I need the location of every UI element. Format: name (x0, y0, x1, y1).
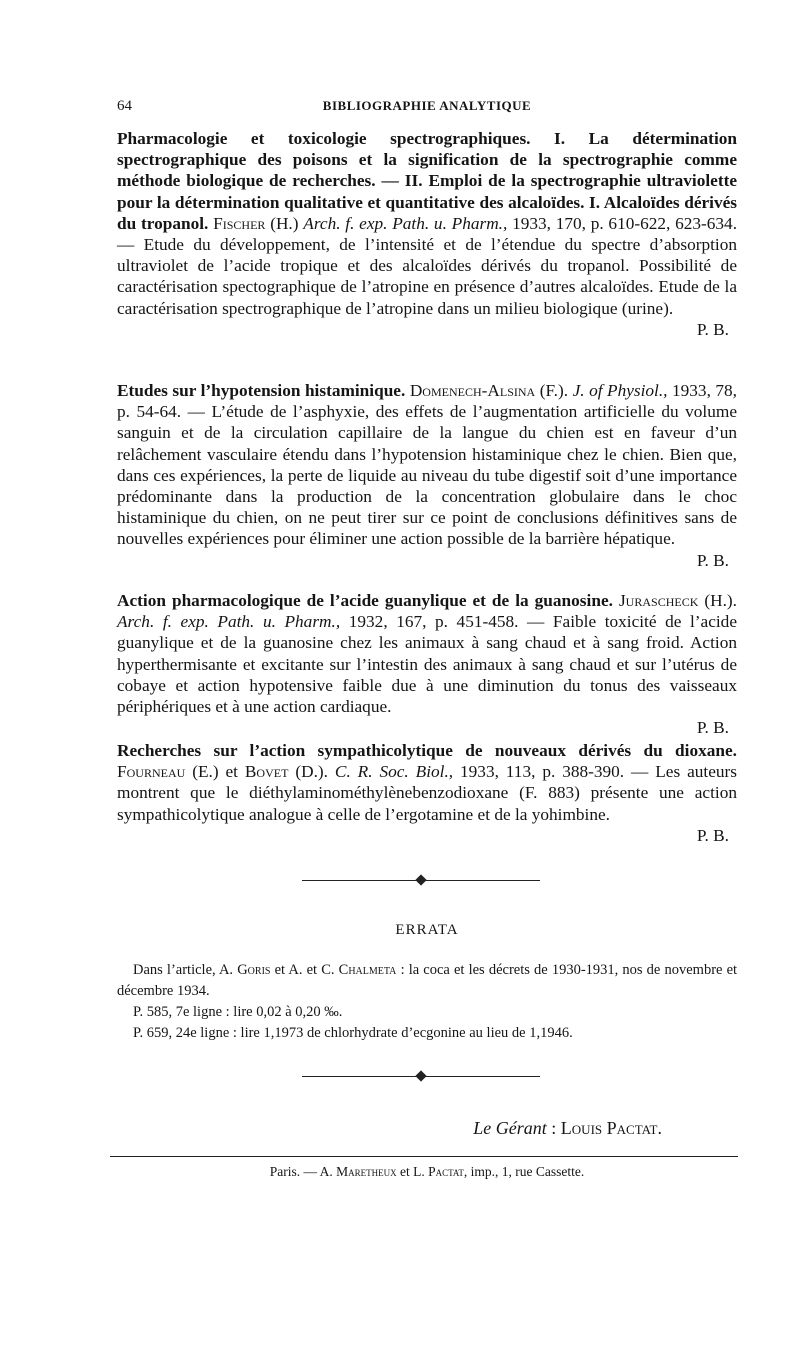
article-journal: Arch. f. exp. Path. u. Pharm., (117, 612, 341, 632)
article-author-second: Bovet (244, 762, 289, 782)
gerant-separator: : (546, 1118, 561, 1138)
printer-imprint (117, 1164, 737, 1180)
gerant-name: Louis Pactat. (560, 1118, 662, 1138)
errata-text: Dans l’article, A. (133, 962, 234, 978)
errata-section (117, 960, 737, 1044)
page-header (117, 98, 737, 120)
gerant-label: Le Gérant (473, 1118, 547, 1138)
article-author: Domenech-Alsina (409, 381, 536, 400)
article-author-initials: (E.) et (192, 762, 238, 782)
article-author: Fourneau (117, 762, 186, 782)
running-title: BIBLIOGRAPHIE ANALYTIQUE (322, 98, 532, 113)
divider-ornament (415, 1070, 426, 1081)
article-citation: 1933, 170, p. 610-622, 623-634. — (117, 213, 738, 255)
gerant-signature (117, 1118, 662, 1139)
article-author-initials: (F.). (539, 381, 569, 400)
article-citation: 1933, 113, p. 388-390. — (460, 762, 649, 782)
article-signature: P. B. (696, 319, 729, 339)
article-journal: Arch. f. exp. Path. u. Pharm., (303, 213, 508, 233)
errata-author: Chalmeta (338, 962, 397, 978)
errata-text: et A. et C. (274, 962, 335, 978)
errata-heading: ERRATA (395, 922, 459, 938)
article-title: Pharmacologie et toxicologie spectrographiques. I. La détermination spectrographique des poisons et la signification de la spectrographie comme méthode biologique de recherches. — II. Emploi de la spectrographie ultraviolette pour la détermination qualitative et quantitative des alcaloïdes. I. Alcaloïdes dérivés du tropanol. (117, 129, 737, 233)
article-entry (117, 740, 737, 846)
divider-ornament (415, 874, 426, 885)
article-journal: C. R. Soc. Biol., (334, 762, 454, 782)
article-author-initials: (H.). (704, 591, 738, 610)
article-signature: P. B. (696, 718, 729, 738)
article-title: Action pharmacologique de l’acide guanylique et de la guanosine. (117, 591, 613, 610)
article-entry (117, 590, 737, 738)
imprint-name: Pactat, (428, 1164, 468, 1179)
imprint-text: imp., 1, rue Cassette. (470, 1164, 585, 1179)
imprint-text: Paris. — A. (269, 1164, 333, 1179)
article-signature: P. B. (696, 550, 729, 570)
errata-entry (117, 960, 737, 1002)
article-entry (117, 128, 737, 340)
article-journal: J. of Physiol., (572, 381, 668, 400)
article-citation: 1933, 78, p. 54-64. — (117, 381, 737, 422)
imprint-text: et L. (399, 1164, 425, 1179)
errata-author: Goris (237, 962, 271, 978)
article-title: Etudes sur l’hypotension histaminique. (117, 381, 406, 400)
article-signature: P. B. (696, 825, 729, 845)
article-summary: L’étude de l’asphyxie, des effets de l’augmentation artificielle du volume sanguin et de la circulation capillaire de la langue du chien est en faveur d’un relâchement vasculaire étendu dans l’hypotension histaminique chez le chien. Bien que, dans ces expériences, la perte de liquide au niveau du tube digestif soit d’une importance prédominante dans la production de la concentration globulaire dans le choc histaminique du chien, on ne peut tirer sur ce point de conclusions définitives sans de nouvelles expériences pour éliminer une action possible de la barrière hépatique. (117, 402, 737, 549)
article-summary: Les auteurs montrent que le diéthylaminométhylènebenzodioxane (F. 883) présente une action sympathicolytique analogue à celle de l’ergotamine et de la yohimbine. (117, 762, 737, 824)
article-summary: Etude du développement, de l’intensité et de l’étendue du spectre d’absorption ultraviolet de l’acide tropique et des alcaloïdes dérivés du tropanol. Possibilité de caractérisation spectographique de l’atropine en présence d’autres alcaloïdes. Etude de la caractérisation spectrographique de l’atropine dans un milieu biologique (urine). (117, 235, 737, 318)
imprint-name: Maretheux (336, 1164, 397, 1179)
article-title: Recherches sur l’action sympathicolytique de nouveaux dérivés du dioxane. (117, 741, 737, 760)
article-author-initials: (H.) (270, 213, 299, 233)
article-summary: Faible toxicité de l’acide guanylique et de la guanosine chez les animaux à sang chaud et à sang froid. Action hyperthermisante et excitante sur l’intestin des animaux à sang chaud et sur l’utérus de cobaye et action hypotensive faible due à une diminution du tonus des vaisseaux périphériques et à une action cardiaque. (117, 612, 737, 717)
article-author: Jurascheck (618, 591, 699, 610)
article-author-second-initials: (D.). (295, 762, 328, 782)
footer-rule (110, 1156, 738, 1157)
page-number: 64 (117, 98, 132, 114)
errata-entry: P. 659, 24e ligne : lire 1,1973 de chlorhydrate d’ecgonine au lieu de 1,1946. (133, 1025, 573, 1041)
errata-entry: P. 585, 7e ligne : lire 0,02 à 0,20 ‰. (133, 1004, 343, 1020)
errata-text: : la coca et les décrets de 1930-1931, nos de novembre et décembre 1934. (117, 962, 738, 999)
article-entry (117, 380, 737, 571)
article-author: Fischer (213, 213, 266, 233)
article-citation: 1932, 167, p. 451-458. — (348, 612, 545, 632)
